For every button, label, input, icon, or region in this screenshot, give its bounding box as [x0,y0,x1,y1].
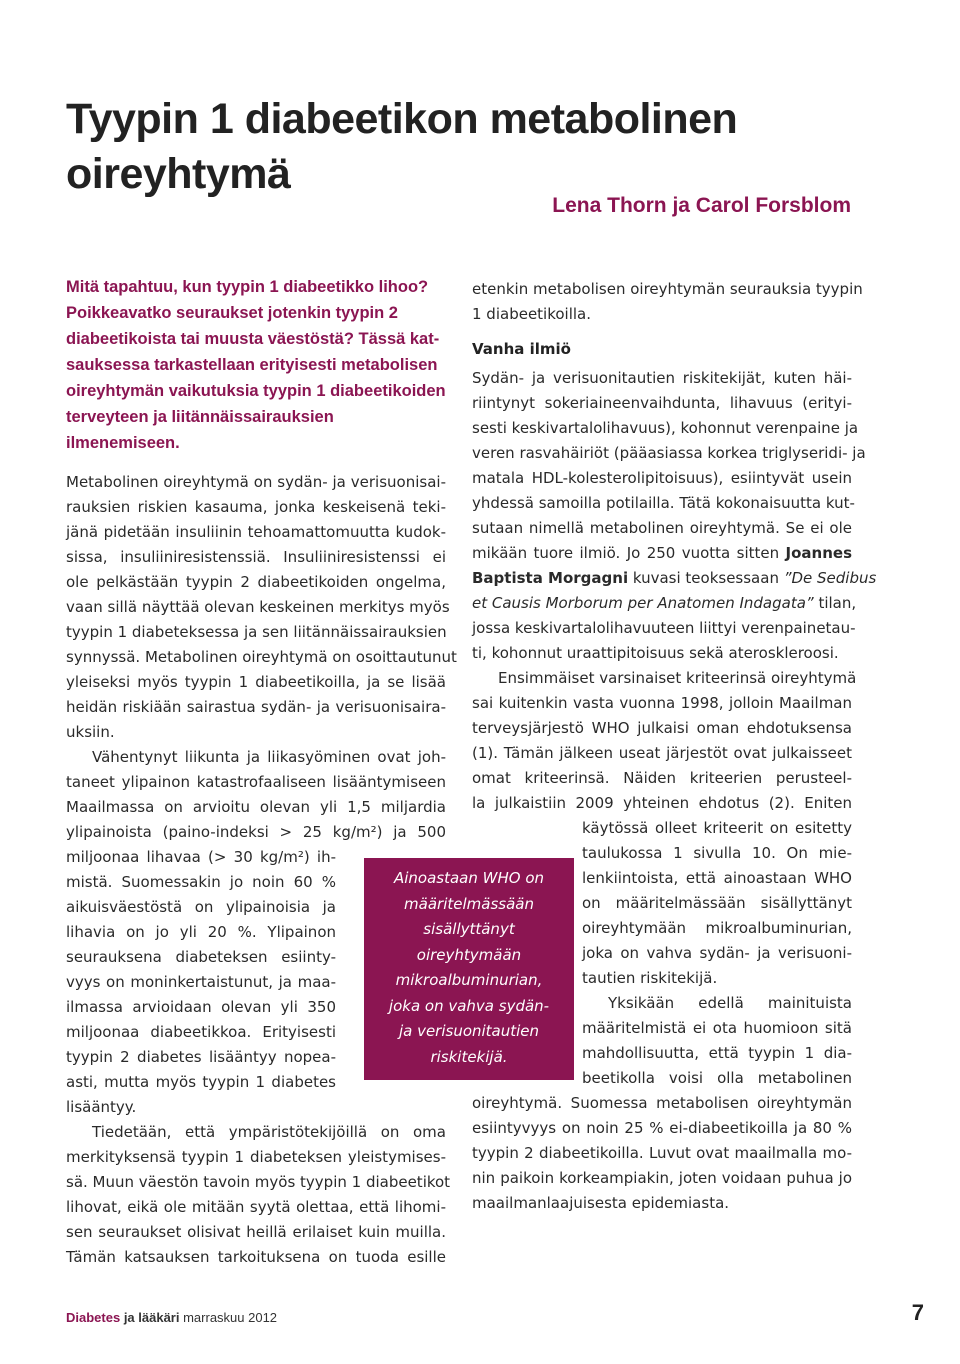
text-line: aikuisväestöstä on ylipainoisia ja [66,898,336,916]
text-line: et Causis Morborum per Anatomen Indagata” tilan, [472,594,857,612]
person-name: Joannes [785,544,852,562]
text-line: sai kuitenkin vasta vuonna 1998, jolloin Maailman [472,694,852,712]
text-line: sissa, insuliiniresistenssiä. Insuliiniresistenssi ei [66,548,446,566]
text-line: Baptista Morgagni kuvasi teoksessaan ”De Sedibus [472,569,877,587]
text-line: Tiedetään, että ympäristötekijöillä on oma [92,1123,446,1141]
text-line: maailmanlaajuisesta epidemiasta. [472,1194,730,1212]
text-line: ilmassa arvioidaan olevan yli 350 [66,998,336,1016]
page-number: 7 [911,1300,924,1325]
section-heading: Vanha ilmiö [472,340,571,358]
pull-quote-line: joka on vahva sydän- [388,996,550,1015]
right-paragraph-1 [472,366,877,666]
text-line: etenkin metabolisen oireyhtymän seurauksia tyypin [472,280,863,298]
text-line: tyypin 1 diabeteksessa ja sen liitännäissairauksien [66,623,447,641]
text-line: joka on vahva sydän- ja verisuoni- [582,944,852,962]
left-paragraph-3 [66,1120,451,1270]
text-line: sutaan nimellä metabolinen oireyhtymä. Se ei ole [472,519,852,537]
text-line: jossa keskivartalolihavuuteen liittyi verenpainetau- [472,619,856,637]
text-line: veren rasvahäiriöt (pääasiassa korkea triglyseridi- ja [472,444,866,462]
footer-publication [66,1310,277,1325]
pull-quote-line: Ainoastaan WHO on [393,869,545,887]
text-line: määritelmistä ei ota huomioon sitä [582,1019,852,1037]
text-line: ole pelkästään tyypin 2 diabeetikoiden ongelma, [66,573,446,591]
lead-line: Mitä tapahtuu, kun tyypin 1 diabeetikko lihoo? [66,278,429,296]
lead-line: sauksessa tarkastellaan erityisesti metabolisen [66,356,438,374]
text-line: la julkaistiin 2009 yhteinen ehdotus (2). Eniten [472,794,852,812]
text-line: asti, mutta myös tyypin 1 diabetes [66,1073,336,1091]
pull-quote-line: sisällyttänyt [423,920,515,938]
text-line: Yksikään edellä mainituista [608,994,852,1012]
brand-laakari: ja lääkäri [120,1310,180,1325]
pull-quote-line: oireyhtymään [416,945,522,964]
text-line: matala HDL-kolesterolipitoisuus), esiintyvät usein [472,469,852,487]
text-line: ylipainoista (paino-indeksi > 25 kg/m²) ja 500 [66,823,446,841]
title-line-1: Tyypin 1 diabeetikon metabolinen [66,95,738,143]
text-line: uksiin. [66,723,115,741]
pull-quote-line: mikroalbuminurian, [395,971,543,989]
text-line: omat kriteerinsä. Näiden kriteerien perusteel- [472,769,852,787]
text-line: esiintyvyys on noin 25 % ei-diabeetikoilla ja 80 % [472,1119,852,1137]
text-line: lisääntyy. [66,1098,137,1116]
text-line: tyypin 2 diabeetikoilla. Luvut ovat maailmalla mo- [472,1144,852,1162]
text-line: lenkiintoista, että ainoastaan WHO [582,869,852,887]
text-line: miljoonaa diabeetikkoa. Erityisesti [66,1023,336,1041]
text-line: miljoonaa lihavaa (> 30 kg/m²) ih- [66,848,336,866]
text-line: riintynyt sokeriaineenvaihdunta, lihavuus (erityi- [472,394,852,412]
text-line: sesti keskivartalolihavuus), kohonnut verenpaine ja [472,419,859,437]
text-line: Metabolinen oireyhtymä on sydän- ja verisuonisai- [66,473,446,491]
lead-line: diabeetikoista tai muusta väestöstä? Tässä kat- [66,330,440,348]
text-line: lihovat, eikä ole mitään syytä olettaa, että lihomi- [66,1198,446,1216]
text-line: oireyhtymä. Suomessa metabolisen oireyhtymän [472,1094,852,1112]
text-line: käytössä olleet kriteerit on esitetty [582,819,852,837]
lead-paragraph [66,274,446,456]
pull-quote-line: määritelmässään [404,894,534,913]
text-line: yhdessä samoilla potilailla. Tätä kokonaisuutta kut- [472,494,855,512]
article-title [66,92,866,202]
text-line: on määritelmässään sisällyttänyt [582,894,852,912]
text-line: tyypin 2 diabetes lisääntyy nopeа- [66,1048,336,1066]
article-authors: Lena Thorn ja Carol Forsblom [552,194,851,217]
text-line: beetikolla voisi olla metabolinen [582,1069,852,1087]
right-paragraph-0 [472,277,863,327]
pull-quote [364,858,574,1080]
person-name: Baptista Morgagni [472,569,629,587]
pull-quote-line: riskitekijä. [430,1047,508,1066]
text-line: rauksien riskien kasauma, jonka keskeisenä teki- [66,498,446,516]
text-line: yleiseksi myös tyypin 1 diabeetikoilla, ja se lisää [66,673,446,691]
text-line: mahdollisuutta, että tyypin 1 dia- [582,1044,852,1062]
book-title: ”De Sedibus [783,569,877,587]
text-line: heidän riskiään sairastua sydän- ja verisuonisaira- [66,698,446,716]
left-column [66,274,457,1270]
text-line: tautien riskitekijä. [582,969,718,987]
text-line: mistä. Suomessakin jo noin 60 % [66,873,336,891]
text-line: Maailmassa on arvioitu olevan yli 1,5 miljardia [66,798,446,816]
brand-diabetes: Diabetes [66,1310,121,1325]
text-line: ti, kohonnut uraattipitoisuus sekä ateroskleroosi. [472,644,839,662]
pull-quote-line: ja verisuonitautien [398,1022,540,1040]
lead-line: terveyteen ja liitännäissairauksien ilmenemiseen. [66,408,334,452]
text-line: sä. Muun väestön tavoin myös tyypin 1 diabeetikot [66,1173,451,1191]
title-line-2: oireyhtymä [66,150,291,198]
text-line: vyys on moninkertaistunut, ja maa- [66,973,336,991]
text-line: taulukossa 1 sivulla 10. On mie- [582,844,852,862]
text-line: sen seuraukset olisivat heillä erilaiset kuin muilla. [66,1223,446,1241]
lead-line: oireyhtymän vaikutuksia tyypin 1 diabeetikoiden [66,382,446,400]
text-line: 1 diabeetikoilla. [472,305,592,323]
text-line: jänä pidetään insuliinin tehoamattomuutta kudok- [66,523,446,541]
text-line: Vähentynyt liikunta ja liikasyöminen ovat joh- [92,748,446,766]
text-line: lihavia on jo yli 20 %. Ylipainon [66,923,336,941]
text-line: Tämän katsauksen tarkoituksena on tuoda esille [66,1248,446,1266]
text-line: mikään tuore ilmiö. Jo 250 vuotta sitten Joannes [472,544,852,562]
text-line: vaan sillä näyttää olevan keskeinen merkitys myös [66,598,450,616]
text-line: Sydän- ja verisuonitautien riskitekijät, kuten häi- [472,369,852,387]
text-line: nin paikoin korkeampiakin, joten voidaan puhua jo [472,1169,852,1187]
text-line: (1). Tämän jälkeen useat järjestöt ovat julkaisseet [472,744,852,762]
text-line: seurauksena diabeteksen esiinty- [66,948,336,966]
text-line: terveysjärjestö WHO julkaisi oman ehdotuksensa [472,719,852,737]
text-line: synnyssä. Metabolinen oireyhtymä on osoittautunut [66,648,457,666]
issue-date: marraskuu 2012 [179,1310,278,1325]
text-line: oireyhtymään mikroalbuminurian, [582,919,852,937]
lead-line: Poikkeavatko seuraukset jotenkin tyypin 2 [66,304,398,322]
book-title: et Causis Morborum per Anatomen Indagata” [472,594,814,612]
text-line: taneet ylipainon katastrofaaliseen lisääntymiseen [66,773,446,791]
text-line: Ensimmäiset varsinaiset kriteerinsä oireyhtymä [498,669,857,687]
text-line: merkityksensä tyypin 1 diabeteksen yleistymises- [66,1148,446,1166]
left-paragraph-1 [66,470,457,745]
